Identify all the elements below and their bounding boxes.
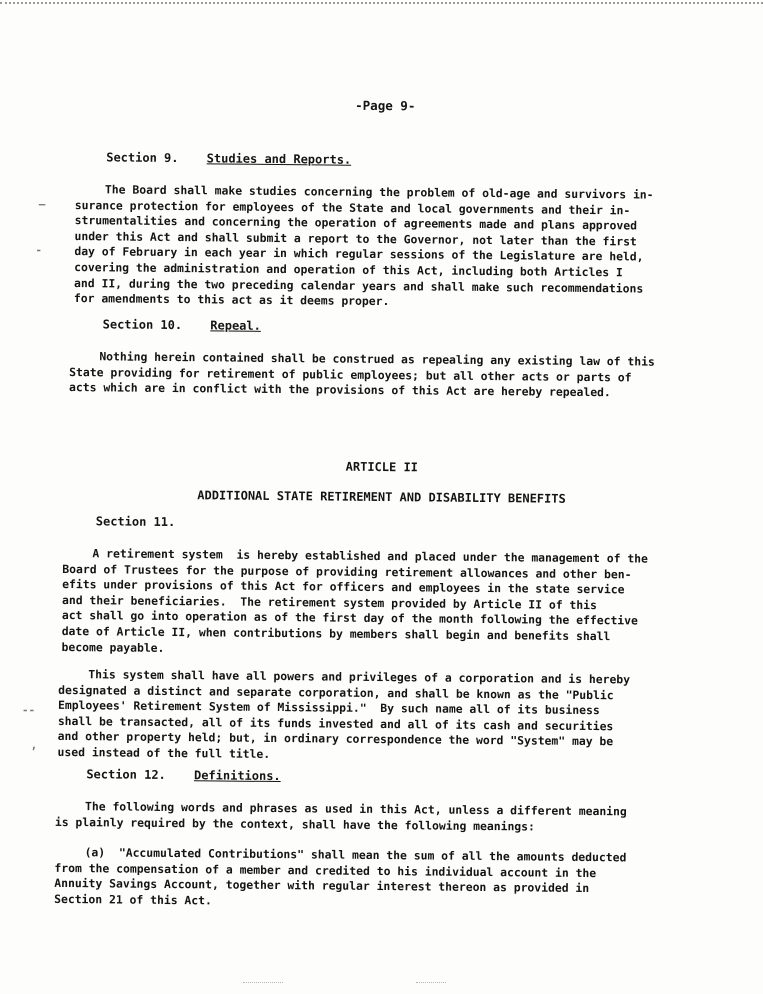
text-line: act shall go into operation as of the first day of the month following the effective — [61, 608, 638, 628]
section-12-heading — [86, 767, 281, 784]
text-line: become payable. — [61, 639, 165, 655]
text-line: The following words and phrases as used in this Act, unless a different meaning — [84, 799, 627, 819]
text-line: used instead of the full title. — [57, 744, 271, 761]
scan-mark: , — [30, 738, 38, 752]
section-11-heading — [96, 514, 176, 530]
section-9-heading — [106, 150, 351, 168]
section-12-number: Section 12. — [86, 767, 166, 782]
section-9-number: Section 9. — [106, 150, 179, 166]
text-line: State providing for retirement of public employees; but all other acts or parts of — [69, 364, 632, 385]
text-line: strumentalities and concerning the operation of agreements made and plans approved — [74, 213, 638, 233]
scan-mark: ‑‑ — [21, 703, 36, 717]
text-line: Annuity Savings Account, together with regular interest thereon as provided in — [54, 876, 590, 896]
section-11-paragraph-1 — [61, 546, 648, 661]
section-10-number: Section 10. — [102, 317, 183, 333]
page-number: -Page 9- — [355, 97, 416, 114]
section-12-intro — [55, 799, 627, 836]
text-line: shall be transacted, all of its funds invested and all of its cash and securities — [57, 713, 614, 734]
section-9-paragraph — [74, 182, 654, 312]
section-12-item-a — [54, 845, 626, 913]
text-line: Section 21 of this Act. — [54, 891, 212, 908]
article-subtitle-text: ADDITIONAL STATE RETIREMENT AND DISABILITY BENEFITS — [197, 488, 566, 506]
section-12-title: Definitions. — [193, 768, 281, 784]
text-line: covering the administration and operation of this Act, including both Articles I — [74, 260, 623, 280]
text-line: The Board shall make studies concerning the problem of old-age and survivors in- — [104, 182, 654, 202]
section-10-title: Repeal. — [210, 318, 261, 333]
scan-mark: - — [35, 243, 43, 257]
text-line: This system shall have all powers and privileges of a corporation and is hereby — [88, 667, 631, 687]
text-line: (a) "Accumulated Contributions" shall mean the sum of all the amounts deducted — [84, 845, 627, 865]
text-line: Board of Trustees for the purpose of providing retirement allowances and other ben- — [62, 561, 632, 582]
text-line: is plainly required by the context, shall have the following meanings: — [54, 814, 535, 834]
text-line: acts which are in conflict with the provisions of this Act are hereby repealed. — [69, 380, 611, 400]
text-line: Nothing herein contained shall be construed as repealing any existing law of this — [99, 349, 655, 369]
section-10-paragraph — [69, 349, 655, 401]
bottom-scan-mark — [416, 982, 446, 983]
text-line: efits under provisions of this Act for officers and employees in the state service — [62, 577, 625, 597]
section-9-title: Studies and Reports. — [206, 151, 352, 167]
text-line: Employees' Retirement System of Mississippi." By such name all of its business — [57, 698, 600, 718]
text-line: from the compensation of a member and credited to his individual account in the — [54, 860, 597, 880]
article-title — [0, 456, 763, 479]
text-line: and their beneficiaries. The retirement system provided by Article II of this — [61, 592, 597, 612]
text-line: date of Article II, when contributions by members shall begin and benefits shall — [61, 623, 611, 644]
text-line: and other property held; but, in ordinary correspondence the word "System" may be — [57, 729, 614, 749]
article-title-text: ARTICLE II — [345, 459, 419, 475]
text-line: A retirement system is hereby established and placed under the management of the — [92, 546, 649, 566]
scan-mark: – — [38, 197, 46, 211]
bottom-scan-mark — [243, 982, 283, 983]
text-line: designated a distinct and separate corporation, and shall be known as the "Public — [58, 682, 614, 702]
text-line: and II, during the two preceding calendar years and shall make such recommendations — [74, 275, 644, 296]
section-11-number: Section 11. — [95, 514, 176, 530]
text-line: surance protection for employees of the State and local governments and their in- — [74, 197, 631, 217]
text-line: under this Act and shall submit a report to the Governor, not later than the first — [74, 228, 637, 249]
section-10-heading — [103, 317, 261, 334]
section-11-paragraph-2 — [57, 667, 630, 766]
text-line: day of February in each year in which regular sessions of the Legislature are held, — [74, 244, 644, 264]
article-subtitle — [0, 486, 763, 509]
text-line: for amendments to this act as it deems proper. — [73, 291, 390, 309]
